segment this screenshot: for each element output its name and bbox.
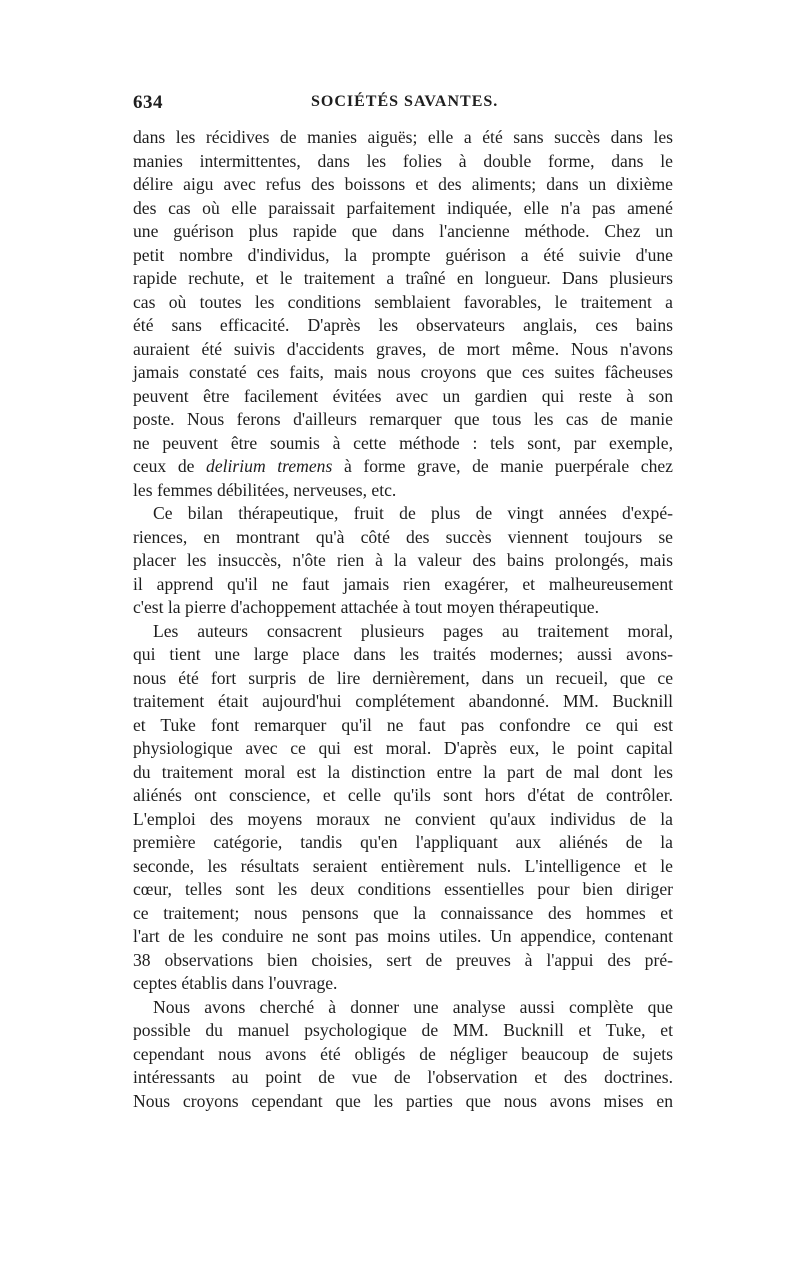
text-line: et Tuke font remarquer qu'il ne faut pas confondre ce qui est <box>133 714 673 735</box>
text-line: ce traitement; nous pensons que la connaissance des hommes et <box>133 902 673 923</box>
text-line: cas où toutes les conditions semblaient favorables, le traitement a <box>133 291 673 312</box>
text-line: ceptes établis dans l'ouvrage. <box>133 973 338 993</box>
text-line: Ce bilan thérapeutique, fruit de plus de vingt années d'expé- <box>153 503 673 523</box>
text-line: riences, en montrant qu'à côté des succès viennent toujours se <box>133 526 673 547</box>
paragraph <box>133 620 673 996</box>
italic-term: delirium tremens <box>206 456 333 476</box>
text-line: des cas où elle paraissait parfaitement indiquée, elle n'a pas amené <box>133 197 673 218</box>
text-line: manies intermittentes, dans les folies à double forme, dans le <box>133 150 673 171</box>
text-fragment: ceux de <box>133 456 207 476</box>
text-line: Nous croyons cependant que les parties que nous avons mises en <box>133 1090 673 1111</box>
text-line-with-italic <box>133 455 673 479</box>
text-line: été sans efficacité. D'après les observateurs anglais, ces bains <box>133 315 673 335</box>
text-line: une guérison plus rapide que dans l'ancienne méthode. Chez un <box>133 221 673 241</box>
text-line: poste. Nous ferons d'ailleurs remarquer que tous les cas de manie <box>133 409 673 429</box>
text-line: qui tient une large place dans les traités modernes; aussi avons- <box>133 644 673 664</box>
paragraph <box>133 502 673 620</box>
text-line: Les auteurs consacrent plusieurs pages au traitement moral, <box>153 620 673 641</box>
text-line: physiologique avec ce qui est moral. D'après eux, le point capital <box>133 738 673 758</box>
text-line: cœur, telles sont les deux conditions essentielles pour bien diriger <box>133 879 673 899</box>
text-line: cependant nous avons été obligés de négliger beaucoup de sujets <box>133 1043 673 1064</box>
text-line: il apprend qu'il ne faut jamais rien exagérer, et malheureusement <box>133 573 673 594</box>
paragraph <box>133 126 673 502</box>
text-line: auraient été suivis d'accidents graves, de mort même. Nous n'avons <box>133 338 673 359</box>
text-line: jamais constaté ces faits, mais nous croyons que ces suites fâcheuses <box>133 362 673 382</box>
text-line: rapide rechute, et le traitement a traîné en longueur. Dans plusieurs <box>133 268 673 288</box>
text-line: du traitement moral est la distinction entre la part de mal dont les <box>133 761 673 782</box>
text-line: nous été fort surpris de lire dernièrement, dans un recueil, que ce <box>133 667 673 688</box>
text-line: Nous avons cherché à donner une analyse aussi complète que <box>153 996 673 1017</box>
text-line: dans les récidives de manies aiguës; elle a été sans succès dans les <box>133 127 673 147</box>
text-line: 38 observations bien choisies, sert de preuves à l'appui des pré- <box>133 949 673 970</box>
text-line: L'emploi des moyens moraux ne convient qu'aux individus de la <box>133 808 673 829</box>
text-line: peuvent être facilement évitées avec un gardien qui reste à son <box>133 385 673 406</box>
text-line: petit nombre d'individus, la prompte guérison a été suivie d'une <box>133 244 673 265</box>
paragraph <box>133 996 673 1114</box>
text-line: ne peuvent être soumis à cette méthode : tels sont, par exemple, <box>133 432 673 453</box>
text-line: première catégorie, tandis qu'en l'appliquant aux aliénés de la <box>133 832 673 852</box>
text-line: placer les insuccès, n'ôte rien à la valeur des bains prolongés, mais <box>133 550 673 570</box>
page-number: 634 <box>133 92 163 113</box>
body-text <box>133 126 673 1113</box>
text-line: l'art de les conduire ne sont pas moins utiles. Un appendice, contenant <box>133 926 673 946</box>
text-line: aliénés ont conscience, et celle qu'ils sont hors d'état de contrôler. <box>133 785 673 805</box>
running-head <box>133 92 673 116</box>
text-line: intéressants au point de vue de l'observation et des doctrines. <box>133 1067 673 1087</box>
text-line: seconde, les résultats seraient entièrement nuls. L'intelligence et le <box>133 855 673 876</box>
text-fragment: à forme grave, de manie puerpérale chez <box>332 456 673 476</box>
text-line: possible du manuel psychologique de MM. Bucknill et Tuke, et <box>133 1020 673 1040</box>
text-line: c'est la pierre d'achoppement attachée à tout moyen thérapeutique. <box>133 597 600 617</box>
text-line: les femmes débilitées, nerveuses, etc. <box>133 479 397 500</box>
text-line: traitement était aujourd'hui complétement abandonné. MM. Bucknill <box>133 691 673 711</box>
running-title: SOCIÉTÉS SAVANTES. <box>311 93 499 110</box>
text-line: délire aigu avec refus des boissons et des aliments; dans un dixième <box>133 174 673 194</box>
